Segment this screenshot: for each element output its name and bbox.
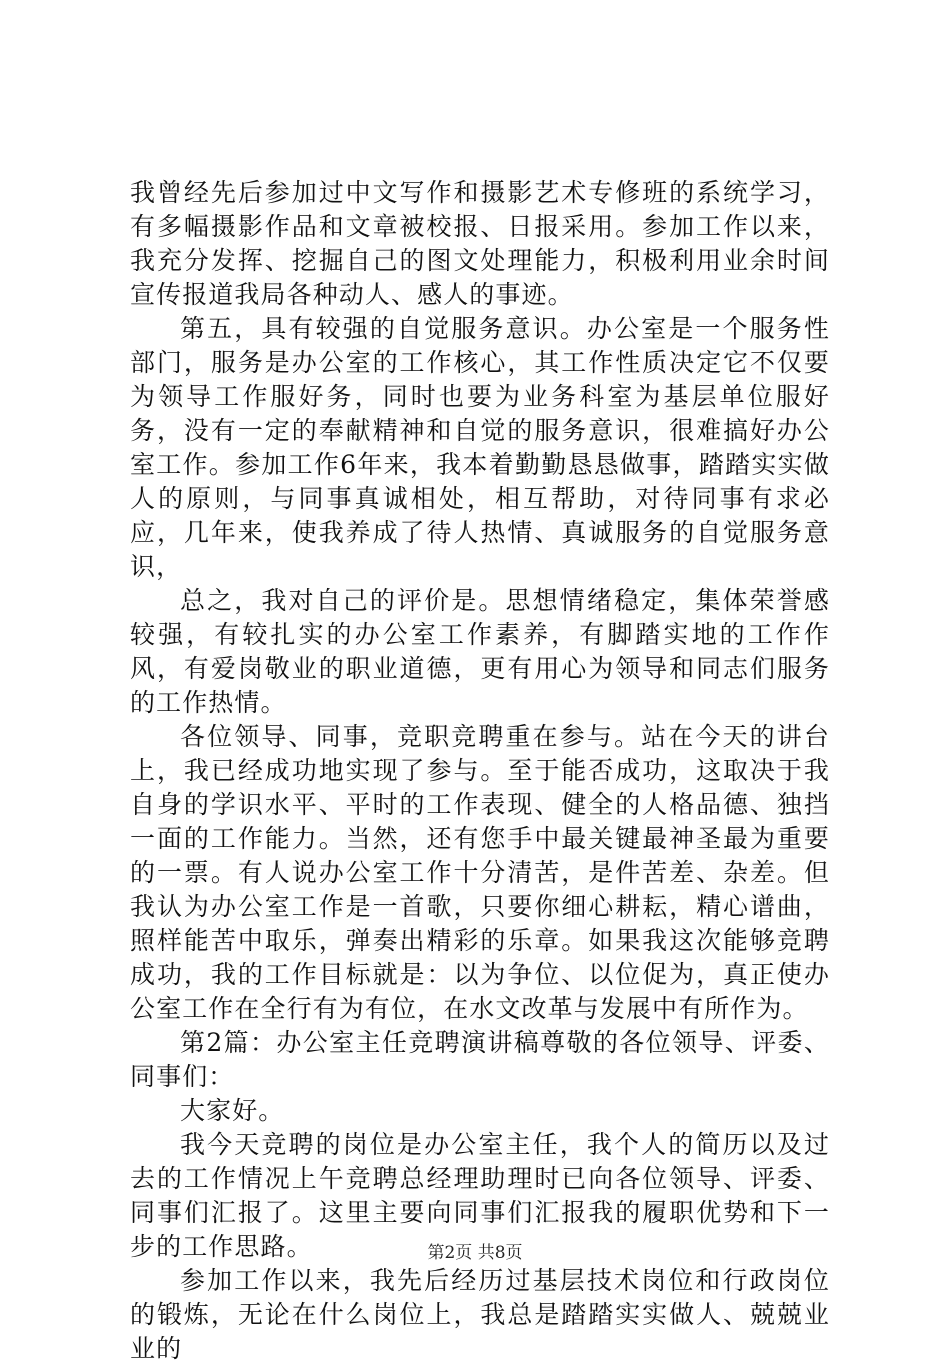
section-heading-paragraph: 第2篇：办公室主任竞聘演讲稿尊敬的各位领导、评委、同事们：	[130, 1028, 830, 1091]
paragraph: 各位领导、同事，竞职竞聘重在参与。站在今天的讲台上，我已经成功地实现了参与。至于能否成功，这取决于我自身的学识水平、平时的工作表现、健全的人格品德、独挡一面的工作能力。当然，还有您手中最关键最神圣最为重要的一票。有人说办公室工作十分清苦，是件苦差、杂差。但我认为办公室工作是一首歌，只要你细心耕耘，精心谱曲，照样能苦中取乐，弹奏出精彩的乐章。如果我这次能够竞聘成功，我的工作目标就是：以为争位、以位促为，真正使办公室工作在全行有为有位，在水文改革与发展中有所作为。	[130, 722, 830, 1023]
paragraph: 我今天竞聘的岗位是办公室主任，我个人的简历以及过去的工作情况上午竞聘总经理助理时已向各位领导、评委、同事们汇报了。这里主要向同事们汇报我的履职优势和下一步的工作思路。	[130, 1130, 830, 1261]
paragraph: 第五，具有较强的自觉服务意识。办公室是一个服务性部门，服务是办公室的工作核心，其工作性质决定它不仅要为领导工作服好务，同时也要为业务科室为基层单位服好务，没有一定的奉献精神和自觉的服务意识，很难搞好办公室工作。参加工作6年来，我本着勤勤恳恳做事，踏踏实实做人的原则，与同事真诚相处，相互帮助，对待同事有求必应，几年来，使我养成了待人热情、真诚服务的自觉服务意识，	[130, 314, 830, 581]
paragraph: 参加工作以来，我先后经历过基层技术岗位和行政岗位的锻炼，无论在什么岗位上，我总是踏踏实实做人、兢兢业业的	[130, 1266, 830, 1363]
paragraph: 总之，我对自己的评价是。思想情绪稳定，集体荣誉感较强，有较扎实的办公室工作素养，有脚踏实地的工作作风，有爱岗敬业的职业道德，更有用心为领导和同志们服务的工作热情。	[130, 586, 830, 717]
page-number-footer: 第2页 共8页	[427, 1243, 523, 1263]
paragraph: 我曾经先后参加过中文写作和摄影艺术专修班的系统学习，有多幅摄影作品和文章被校报、日报采用。参加工作以来，我充分发挥、挖掘自己的图文处理能力，积极利用业余时间宣传报道我局各种动人、感人的事迹。	[130, 178, 830, 309]
document-body	[130, 176, 830, 1366]
greeting-paragraph: 大家好。	[180, 1096, 285, 1125]
